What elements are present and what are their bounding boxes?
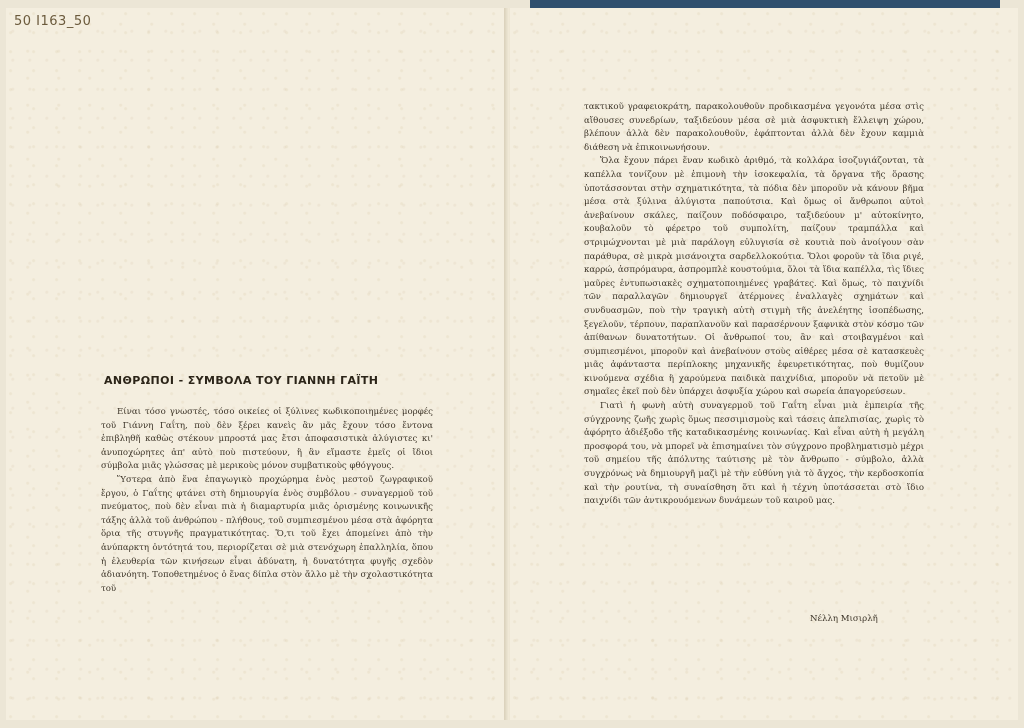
left-page-text: [101, 406, 433, 596]
background-cover-edge: [530, 0, 1000, 8]
paragraph: Ὅλα ἔχουν πάρει ἕναν κωδικὸ ἀριθμό, τὰ κολλάρα ἰσοζυγιάζονται, τὰ καπέλλα τονίζουν μὲ ἐπιμονὴ τὴν ἰσοκεφαλία, τὰ ὄργανα τῆς ὅρασης ὑποτάσσονται στὴν σχηματικότητα, τὰ πόδια δὲν μποροῦν νὰ κάνουν βῆμα μέσα στὰ ξύλινα ἀλύγιστα παπούτσια. Καὶ ὅμως οἱ ἄνθρωποι αὐτοὶ ἀνεβαίνουν σκάλες, παίζουν ποδόσφαιρο, ταξιδεύουν μ' αὐτοκίνητο, κουβαλοῦν τὸ φέρετρο τοῦ συμπολίτη, παίζουν τραμπάλλα καὶ στριμώχνονται μὲ μιὰ παράλογη εὐλυγισία σὲ κουτιὰ ποὺ ἀνοίγουν σὰν παράθυρα, σὲ μικρὰ μισάνοιχτα σαρδελλοκούτια. Ὅλοι φοροῦν τὰ ἴδια ριγέ, καρρώ, ἀσπρόμαυρα, ἀσπρομπλὲ κουστούμια, ὅλοι τὰ ἴδια καπέλλα, τὶς ἴδιες μαῦρες ἐντυπωσιακὲς σχηματοποιημένες γραβάτες. Καὶ ὅμως, τὸ παιχνίδι τῶν παραλλαγῶν δημιουργεῖ ἀτέρμονες ἐναλλαγὲς σχημάτων καὶ συνδυασμῶν, ποὺ τὴν τραγικὴ αὐτὴ στιγμὴ τῆς ἀνελέητης ἰσοπέδωσης, ξεγελοῦν, τέρπουν, παραπλανοῦν καὶ παρασέρνουν ξαφνικὰ στὸν κόσμο τῶν ἀπίθανων δυνατοτήτων. Οἱ ἄνθρωποί του, ἂν καὶ στοιβαγμένοι καὶ συμπιεσμένοι, μποροῦν καὶ ἀνεβαίνουν στοὺς αἰθέρες μέσα σὲ κατασκευὲς μιᾶς ἀφάνταστα περίπλοκης μηχανικῆς ἐφευρετικότητας, ποὺ θυμίζουν κινούμενα σχέδια ἢ χαρούμενα παιδικὰ παιχνίδια, μποροῦν νὰ πετοῦν μὲ σημαῖες ἐκεῖ ποὺ δὲν ὑπάρχει ἀσφυξία χώρου καὶ σωρεία ἀπαγορεύσεων.: [584, 156, 924, 398]
paragraph: Γιατὶ ἡ φωνὴ αὐτὴ συναγερμοῦ τοῦ Γαΐτη εἶναι μιὰ ἐμπειρία τῆς σύγχρονης ζωῆς χωρὶς ὅμως πεσσιμισμοὺς καὶ τάσεις ἀπελπισίας, χωρὶς τὸ ἀφόρητο ἀδιέξοδο τῆς καταδικασμένης κοινωνίας. Καὶ εἶναι αὐτὴ ἡ μεγάλη προσφορά του, νὰ μπορεῖ νὰ ἐπισημαίνει τὸν σύγχρονο προβληματισμὸ μέχρι τοῦ σημείου τῆς ἀπόλυτης ταύτισης μὲ τὸν ἄνθρωπο - σύμβολο, ἀλλὰ συγχρόνως νὰ δημιουργῆ μαζὶ μὲ τὴν εὐθύνη γιὰ τὸ ἄγχος, τὴν κερδοσκοπία καὶ τὴν ρουτίνα, τὴ συναίσθηση ὅτι καὶ ἡ τέχνη ὑποτάσσεται στὸ ἴδιο παιχνίδι τῶν ἀντικρουόμενων δυνάμεων τοῦ καιροῦ μας.: [584, 401, 924, 507]
catalog-number: 50 Ι163_50: [14, 14, 92, 29]
paragraph: τακτικοῦ γραφειοκράτη, παρακολουθοῦν προδικασμένα γεγονότα μέσα στὶς αἴθουσες συνεδρίων, ταξιδεύουν μέσα σὲ μιὰ ἀσφυκτικὴ ἔλλειψη χώρου, βλέπουν ἀλλὰ δὲν παρακολουθοῦν, ἐφάπτονται ἀλλὰ δὲν ἔχουν καμμιὰ διάθεση νὰ ἐπικοινωνήσουν.: [584, 102, 924, 153]
author-signature: Νέλλη Μισιρλῆ: [810, 614, 878, 624]
paragraph: Είναι τόσο γνωστές, τόσο οικείες οἱ ξύλινες κωδικοποιημένες μορφές τοῦ Γιάννη Γαΐτη, ποὺ δὲν ξέρει κανεὶς ἂν μᾶς ἔχουν τόσο ἔντονα ἐπιβληθῆ καθὼς στέκουν μπροστά μας ἔτσι ἀποφασιστικὰ ἀλύγιστες κι' ἀνυποχώρητες ἀπ' αὐτὸ ποὺ πιστεύουν, ἢ ἂν εἴμαστε ἐμεῖς οἱ ἴδιοι σύμβολα μιᾶς γλώσσας μὲ μερικοὺς μόνον συμβατικοὺς φθόγγους.: [101, 407, 433, 472]
right-page-text: [584, 101, 924, 509]
paragraph: Ὕστερα ἀπὸ ἕνα ἐπαγωγικὸ προχώρημα ἑνὸς μεστοῦ ζωγραφικοῦ ἔργου, ὁ Γαΐτης φτάνει στὴ δημιουργία ἑνὸς συμβόλου - συναγερμοῦ τοῦ πνεύματος, ποὺ δὲν εἶναι πιὰ ἡ διαμαρτυρία μιᾶς ὁρισμένης κοινωνικῆς τάξης ἀλλὰ τοῦ ἀνθρώπου - πλήθους, τοῦ συμπιεσμένου μέσα στὰ ἀφόρητα ὅρια τῆς στυγνῆς πραγματικότητας. Ὅ,τι τοῦ ἔχει ἀπομείνει ἀπὸ τὴν ἀνύπαρκτη ὀντότητά του, περιορίζεται σὲ μιὰ στενόχωρη ἐπαλληλία, ὅπου ἡ ἐλευθερία τῶν κινήσεων εἶναι ἀδύνατη, ἡ δυνατότητα φυγῆς σχεδὸν ἀδιανόητη. Τοποθετημένος ὁ ἕνας δίπλα στὸν ἄλλο μὲ τὴν σχολαστικότητα τοῦ: [101, 474, 433, 594]
left-page: [6, 8, 506, 720]
article-title: ΑΝΘΡΩΠΟΙ - ΣΥΜΒΟΛΑ ΤΟΥ ΓΙΑΝΝΗ ΓΑΪΤΗ: [104, 374, 379, 387]
